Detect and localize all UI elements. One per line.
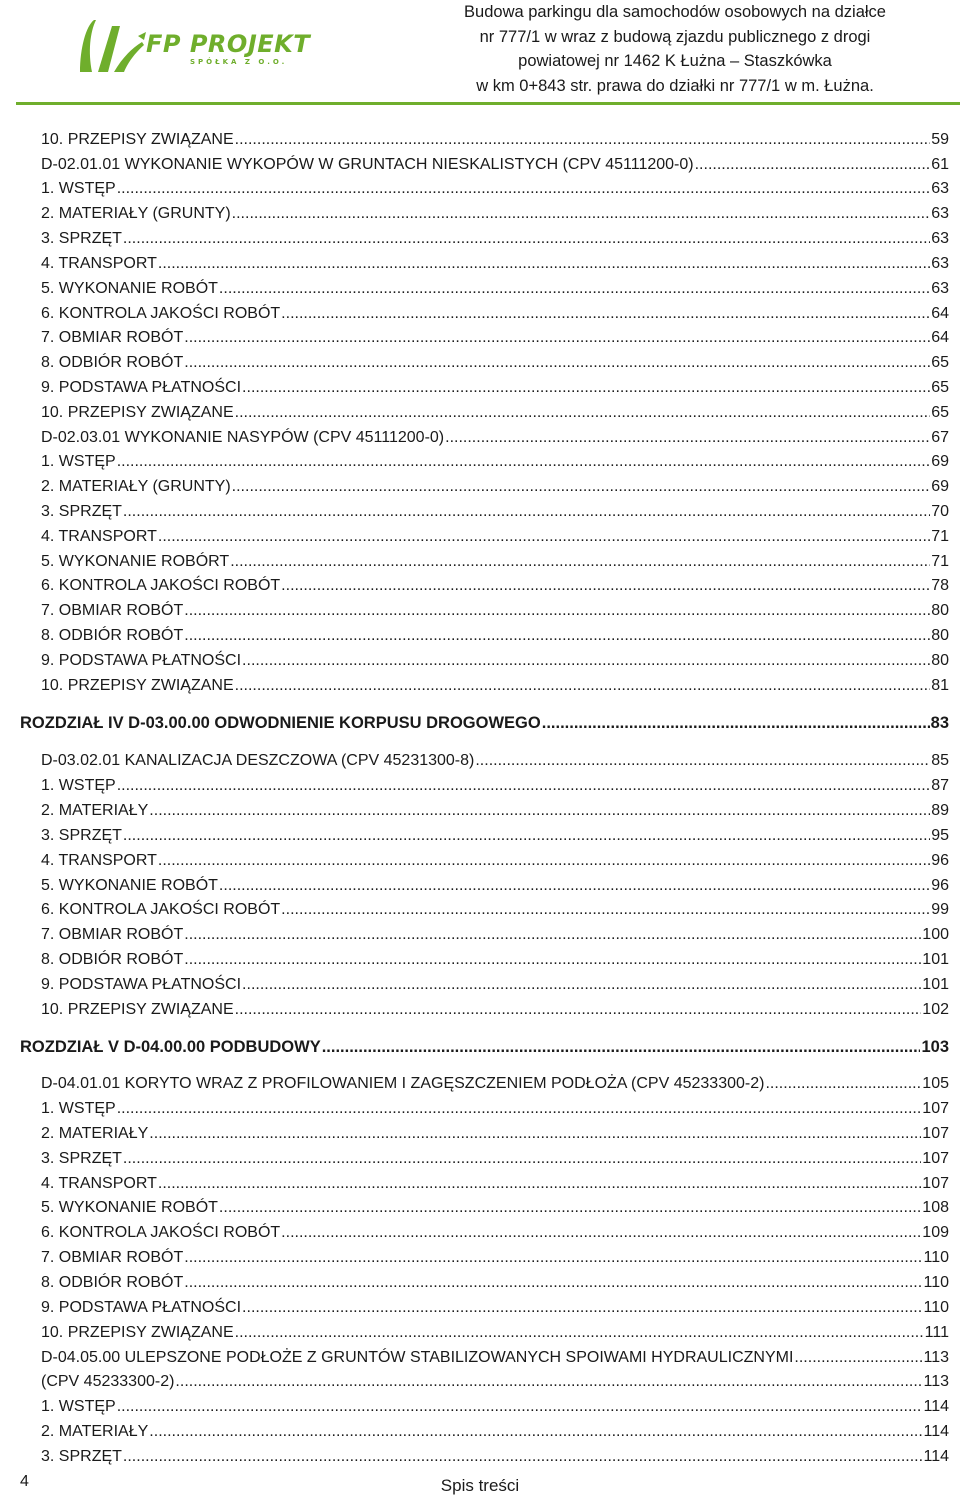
toc-leader-dots	[242, 1298, 922, 1318]
toc-leader-dots	[117, 1099, 922, 1119]
toc-entry-label: 7. OBMIAR ROBÓT	[41, 602, 184, 619]
toc-row[interactable]	[41, 1074, 949, 1094]
toc-leader-dots	[219, 279, 930, 299]
toc-entry-label: 7. OBMIAR ROBÓT	[41, 1249, 184, 1266]
toc-leader-dots	[158, 851, 930, 871]
toc-entry-label: D-04.05.00 ULEPSZONE PODŁOŻE Z GRUNTÓW STABILIZOWANYCH SPOIWAMI HYDRAULICZNYMI	[41, 1349, 794, 1366]
toc-entry-page: 80	[931, 602, 949, 619]
toc-entry-label: 4. TRANSPORT	[41, 255, 157, 272]
toc-entry-page: 109	[922, 1224, 949, 1241]
toc-row[interactable]	[41, 1372, 949, 1392]
toc-entry-label: 5. WYKONANIE ROBÓT	[41, 1199, 218, 1216]
toc-entry-page: 107	[922, 1150, 949, 1167]
toc-entry-label: 3. SPRZĘT	[41, 503, 122, 520]
toc-entry-label: 10. PRZEPISY ZWIĄZANE	[41, 404, 234, 421]
toc-entry-page: 107	[922, 1125, 949, 1142]
toc-entry-page: 63	[931, 280, 949, 297]
toc-row[interactable]	[41, 576, 949, 596]
toc-entry-page: 101	[922, 976, 949, 993]
toc-leader-dots	[184, 601, 930, 621]
toc-leader-dots	[184, 328, 930, 348]
toc-leader-dots	[235, 676, 931, 696]
toc-leader-dots	[281, 304, 930, 324]
toc-row[interactable]	[41, 1348, 949, 1368]
toc-leader-dots	[117, 776, 931, 796]
toc-leader-dots	[232, 204, 931, 224]
toc-leader-dots	[322, 1037, 921, 1057]
toc-entry-label: 4. TRANSPORT	[41, 852, 157, 869]
toc-leader-dots	[117, 452, 931, 472]
toc-row[interactable]	[41, 304, 949, 324]
toc-entry-page: 101	[922, 951, 949, 968]
toc-entry-label: 5. WYKONANIE ROBÓT	[41, 280, 218, 297]
toc-entry-label: D-02.03.01 WYKONANIE NASYPÓW (CPV 45111200-0)	[41, 429, 445, 446]
toc-row[interactable]	[41, 1099, 949, 1119]
toc-entry-page: 114	[923, 1448, 949, 1465]
toc-entry-label: 6. KONTROLA JAKOŚCI ROBÓT	[41, 305, 281, 322]
toc-leader-dots	[542, 713, 930, 733]
toc-entry-page: 69	[931, 478, 949, 495]
toc-entry-page: 71	[931, 528, 949, 545]
toc-entry-label: 8. ODBIÓR ROBÓT	[41, 1274, 184, 1291]
toc-row[interactable]	[41, 1422, 949, 1442]
toc-entry-label: 9. PODSTAWA PŁATNOŚCI	[41, 976, 242, 993]
toc-entry-page: 63	[931, 180, 949, 197]
toc-leader-dots	[123, 502, 930, 522]
toc-chapter-row[interactable]	[20, 713, 949, 733]
toc-leader-dots	[184, 626, 930, 646]
toc-leader-dots	[184, 1273, 922, 1293]
page-header	[0, 0, 960, 108]
toc-entry-page: 110	[923, 1299, 949, 1316]
toc-entry-page: 114	[923, 1398, 949, 1415]
toc-leader-dots	[158, 527, 930, 547]
toc-entry-page: 65	[931, 404, 949, 421]
toc-leader-dots	[281, 900, 930, 920]
toc-leader-dots	[149, 801, 930, 821]
toc-entry-page: 110	[923, 1274, 949, 1291]
toc-row[interactable]	[41, 204, 949, 224]
toc-row[interactable]	[41, 826, 949, 846]
toc-entry-page: 70	[931, 503, 949, 520]
toc-entry-page: 59	[931, 131, 949, 148]
toc-entry-label: 9. PODSTAWA PŁATNOŚCI	[41, 379, 242, 396]
toc-entry-label: 6. KONTROLA JAKOŚCI ROBÓT	[41, 577, 281, 594]
toc-leader-dots	[230, 552, 930, 572]
toc-row[interactable]	[41, 1174, 949, 1194]
footer-section-title: Spis treści	[440, 1476, 520, 1495]
toc-entry-page: 80	[931, 627, 949, 644]
header-title-line: w km 0+843 str. prawa do działki nr 777/1 w m. Łużna.	[476, 76, 874, 95]
toc-leader-dots	[184, 353, 930, 373]
toc-entry-page: 65	[931, 379, 949, 396]
toc-leader-dots	[281, 576, 930, 596]
logo-subtitle: SPÓŁKA Z O.O.	[190, 58, 288, 66]
toc-row[interactable]	[41, 601, 949, 621]
toc-entry-label: 9. PODSTAWA PŁATNOŚCI	[41, 652, 242, 669]
toc-leader-dots	[175, 1372, 922, 1392]
toc-row[interactable]	[41, 1397, 949, 1417]
toc-entry-label: ROZDZIAŁ IV D-03.00.00 ODWODNIENIE KORPUSU DROGOWEGO	[20, 714, 541, 732]
toc-entry-page: 96	[931, 852, 949, 869]
toc-entry-page: 107	[922, 1175, 949, 1192]
toc-leader-dots	[242, 378, 930, 398]
toc-chapter-row[interactable]	[20, 1037, 949, 1057]
toc-row[interactable]	[41, 925, 949, 945]
toc-entry-label: 5. WYKONANIE ROBÓT	[41, 877, 218, 894]
toc-leader-dots	[235, 403, 931, 423]
toc-row[interactable]	[41, 1124, 949, 1144]
toc-entry-label: 1. WSTĘP	[41, 1100, 116, 1117]
toc-leader-dots	[765, 1074, 921, 1094]
toc-row[interactable]	[41, 975, 949, 995]
toc-row[interactable]	[41, 502, 949, 522]
toc-entry-page: 69	[931, 453, 949, 470]
toc-entry-page: 113	[923, 1373, 949, 1390]
toc-entry-page: 64	[931, 305, 949, 322]
toc-entry-label: 1. WSTĘP	[41, 180, 116, 197]
toc-row[interactable]	[41, 403, 949, 423]
page-number: 4	[20, 1473, 29, 1490]
toc-leader-dots	[117, 179, 931, 199]
toc-entry-label: 8. ODBIÓR ROBÓT	[41, 951, 184, 968]
toc-entry-label: 8. ODBIÓR ROBÓT	[41, 354, 184, 371]
toc-entry-label: 1. WSTĘP	[41, 777, 116, 794]
toc-row[interactable]	[41, 676, 949, 696]
toc-entry-label: 2. MATERIAŁY (GRUNTY)	[41, 205, 231, 222]
toc-entry-label: 3. SPRZĘT	[41, 230, 122, 247]
toc-entry-label: 5. WYKONANIE ROBÓRT	[41, 553, 230, 570]
toc-entry-page: 61	[931, 156, 949, 173]
toc-leader-dots	[475, 751, 930, 771]
toc-leader-dots	[149, 1422, 922, 1442]
toc-entry-page: 100	[922, 926, 949, 943]
toc-row[interactable]	[41, 950, 949, 970]
toc-entry-label: 2. MATERIAŁY	[41, 1423, 149, 1440]
toc-entry-label: 2. MATERIAŁY	[41, 802, 149, 819]
toc-row[interactable]	[41, 1273, 949, 1293]
toc-row[interactable]	[41, 229, 949, 249]
toc-entry-page: 96	[931, 877, 949, 894]
toc-leader-dots	[235, 130, 931, 150]
toc-row[interactable]	[41, 1000, 949, 1020]
toc-row[interactable]	[41, 900, 949, 920]
toc-row[interactable]	[41, 1298, 949, 1318]
toc-row[interactable]	[41, 1248, 949, 1268]
toc-row[interactable]	[41, 1223, 949, 1243]
toc-row[interactable]	[41, 179, 949, 199]
toc-leader-dots	[242, 975, 921, 995]
toc-entry-page: 78	[931, 577, 949, 594]
toc-leader-dots	[235, 1000, 922, 1020]
header-title-line: nr 777/1 w wraz z budową zjazdu publicznego z drogi	[479, 27, 871, 46]
toc-leader-dots	[117, 1397, 923, 1417]
toc-entry-label: 6. KONTROLA JAKOŚCI ROBÓT	[41, 901, 281, 918]
toc-row[interactable]	[41, 1323, 949, 1343]
toc-row[interactable]	[41, 1149, 949, 1169]
toc-row[interactable]	[41, 155, 949, 175]
toc-leader-dots	[219, 1198, 921, 1218]
toc-leader-dots	[123, 826, 930, 846]
toc-row[interactable]	[41, 776, 949, 796]
toc-leader-dots	[219, 876, 930, 896]
toc-entry-page: 99	[931, 901, 949, 918]
toc-entry-label: 7. OBMIAR ROBÓT	[41, 329, 184, 346]
toc-entry-page: 108	[922, 1199, 949, 1216]
toc-row[interactable]	[41, 428, 949, 448]
header-title-line: Budowa parkingu dla samochodów osobowych na działce	[464, 3, 886, 21]
toc-entry-page: 107	[922, 1100, 949, 1117]
toc-entry-label: 8. ODBIÓR ROBÓT	[41, 627, 184, 644]
toc-leader-dots	[123, 1447, 923, 1467]
toc-entry-label: 10. PRZEPISY ZWIĄZANE	[41, 1001, 234, 1018]
toc-leader-dots	[235, 1323, 924, 1343]
toc-entry-label: 2. MATERIAŁY (GRUNTY)	[41, 478, 231, 495]
toc-entry-page: 111	[924, 1324, 949, 1341]
toc-leader-dots	[242, 651, 930, 671]
toc-entry-label: 9. PODSTAWA PŁATNOŚCI	[41, 1299, 242, 1316]
toc-row[interactable]	[41, 452, 949, 472]
toc-leader-dots	[158, 1174, 921, 1194]
toc-row[interactable]	[41, 477, 949, 497]
toc-entry-page: 95	[931, 827, 949, 844]
toc-entry-label: 3. SPRZĘT	[41, 1448, 122, 1465]
toc-entry-label: 10. PRZEPISY ZWIĄZANE	[41, 1324, 234, 1341]
toc-entry-page: 87	[931, 777, 949, 794]
toc-entry-label: D-02.01.01 WYKONANIE WYKOPÓW W GRUNTACH NIESKALISTYCH (CPV 45111200-0)	[41, 156, 694, 173]
document-header-title	[440, 0, 910, 98]
toc-leader-dots	[158, 254, 930, 274]
toc-row[interactable]	[41, 328, 949, 348]
toc-leader-dots	[281, 1223, 921, 1243]
toc-row[interactable]	[41, 353, 949, 373]
toc-leader-dots	[149, 1124, 921, 1144]
header-title-line: powiatowej nr 1462 K Łużna – Staszkówka	[518, 52, 832, 70]
toc-entry-page: 71	[931, 553, 949, 570]
toc-entry-page: 65	[931, 354, 949, 371]
toc-entry-page: 67	[931, 429, 949, 446]
toc-entry-label: D-04.01.01 KORYTO WRAZ Z PROFILOWANIEM I ZAGĘSZCZENIEM PODŁOŻA (CPV 45233300-2)	[41, 1075, 765, 1092]
toc-leader-dots	[123, 229, 930, 249]
toc-row[interactable]	[41, 851, 949, 871]
toc-leader-dots	[695, 155, 931, 175]
toc-row[interactable]	[41, 552, 949, 572]
toc-leader-dots	[794, 1348, 922, 1368]
toc-row[interactable]	[41, 626, 949, 646]
header-divider	[16, 102, 960, 105]
toc-row[interactable]	[41, 378, 949, 398]
toc-entry-label: ROZDZIAŁ V D-04.00.00 PODBUDOWY	[20, 1038, 321, 1056]
toc-entry-page: 63	[931, 205, 949, 222]
toc-entry-page: 80	[931, 652, 949, 669]
toc-row[interactable]	[41, 130, 949, 150]
toc-leader-dots	[123, 1149, 921, 1169]
toc-row[interactable]	[41, 876, 949, 896]
toc-leader-dots	[184, 1248, 922, 1268]
toc-entry-label: 4. TRANSPORT	[41, 1175, 157, 1192]
toc-leader-dots	[184, 950, 921, 970]
toc-leader-dots	[232, 477, 931, 497]
toc-entry-label: 4. TRANSPORT	[41, 528, 157, 545]
toc-row[interactable]	[41, 279, 949, 299]
toc-entry-page: 103	[921, 1038, 949, 1056]
toc-row[interactable]	[41, 1198, 949, 1218]
toc-entry-label: 7. OBMIAR ROBÓT	[41, 926, 184, 943]
toc-entry-page: 105	[922, 1075, 949, 1092]
toc-entry-page: 81	[931, 677, 949, 694]
toc-leader-dots	[445, 428, 930, 448]
toc-entry-label: 6. KONTROLA JAKOŚCI ROBÓT	[41, 1224, 281, 1241]
toc-entry-label: D-03.02.01 KANALIZACJA DESZCZOWA (CPV 45231300-8)	[41, 752, 475, 769]
toc-entry-page: 89	[931, 802, 949, 819]
toc-row[interactable]	[41, 801, 949, 821]
toc-entry-label: 3. SPRZĘT	[41, 1150, 122, 1167]
toc-entry-label: 1. WSTĘP	[41, 453, 116, 470]
toc-entry-page: 102	[922, 1001, 949, 1018]
toc-entry-label: 2. MATERIAŁY	[41, 1125, 149, 1142]
toc-entry-label: (CPV 45233300-2)	[41, 1373, 175, 1390]
toc-entry-page: 63	[931, 230, 949, 247]
toc-entry-page: 63	[931, 255, 949, 272]
toc-leader-dots	[184, 925, 921, 945]
toc-entry-page: 113	[923, 1349, 949, 1366]
toc-entry-page: 64	[931, 329, 949, 346]
toc-row[interactable]	[41, 527, 949, 547]
toc-entry-page: 114	[923, 1423, 949, 1440]
toc-entry-label: 3. SPRZĘT	[41, 827, 122, 844]
toc-entry-label: 10. PRZEPISY ZWIĄZANE	[41, 131, 234, 148]
toc-row[interactable]	[41, 1447, 949, 1467]
logo-wordmark: FP PROJEKT	[146, 30, 311, 58]
toc-row[interactable]	[41, 751, 949, 771]
toc-row[interactable]	[41, 254, 949, 274]
toc-entry-label: 10. PRZEPISY ZWIĄZANE	[41, 677, 234, 694]
toc-row[interactable]	[41, 651, 949, 671]
toc-entry-page: 85	[931, 752, 949, 769]
toc-entry-label: 1. WSTĘP	[41, 1398, 116, 1415]
toc-entry-page: 83	[930, 714, 949, 732]
toc-entry-page: 110	[923, 1249, 949, 1266]
